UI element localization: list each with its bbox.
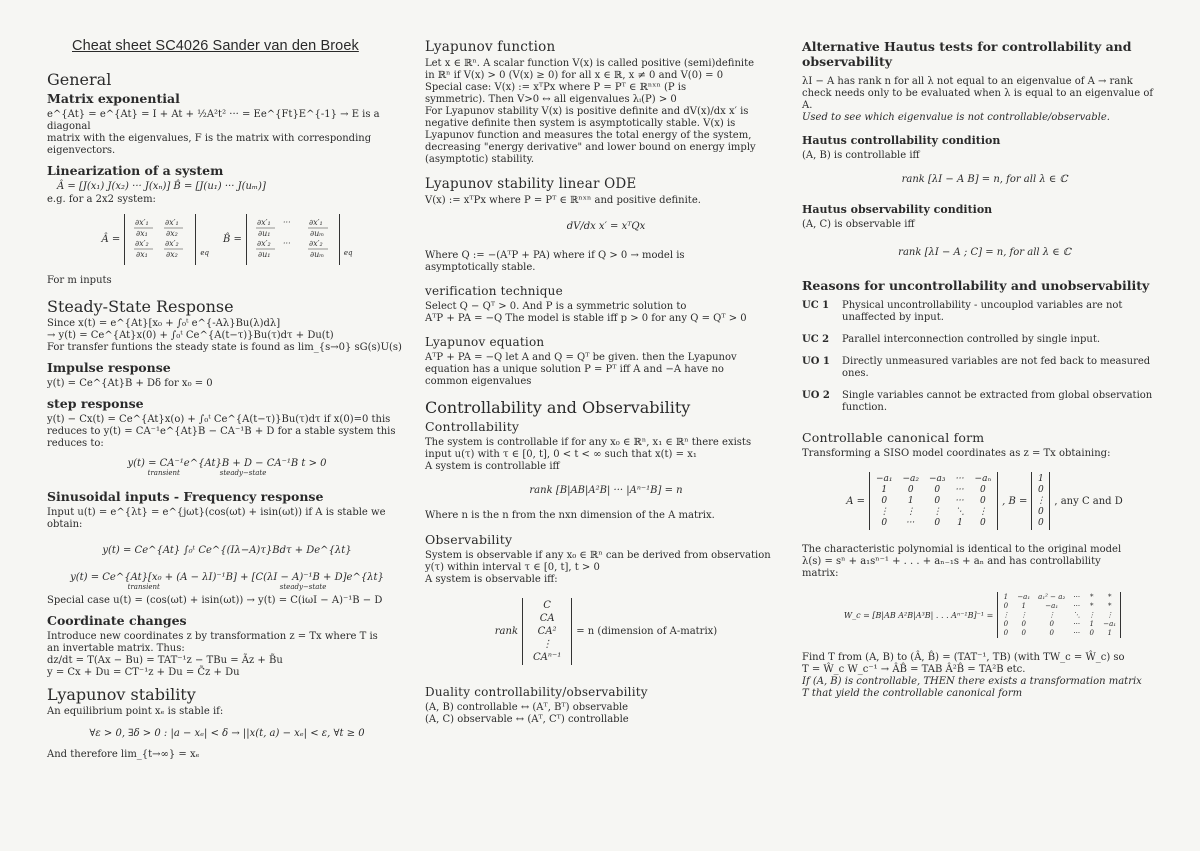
svg-text:∂x₁: ∂x₁: [136, 250, 149, 259]
text-line: common eigenvalues: [425, 376, 532, 387]
text-line: matrix:: [802, 568, 839, 579]
svg-text:∂u₁: ∂u₁: [257, 229, 271, 238]
step-braces: transient steady−state: [147, 469, 267, 477]
sin-equation-2: y(t) = Ce^{At}[x₀ + (A − λI)⁻¹B] + [C(λI − A)⁻¹B + D]e^{λt}: [70, 572, 384, 583]
text-line: Lyapunov function and measures the total energy of the system,: [425, 130, 752, 141]
text-line: decreasing "energy derivative" and lower bound on energy imply: [425, 142, 756, 153]
text-line: V(x) := xᵀPx where P = Pᵀ ∈ ℝⁿˣⁿ and positive definite.: [425, 195, 701, 206]
wc-grid: 1 −a₁ a₁² − a₂ ··· * * 0 1 −a₁ ··· * * ⋮ ⋮ ⋮ ⋱ ⋮ ⋮ 0 0 0 ··· 1 −a₁ 0 0 0 ··· 0 1: [1002, 593, 1117, 637]
heading-step-response: step response: [47, 396, 144, 411]
text-line: (A, B) is controllable iff: [802, 150, 920, 161]
text-line: A system is observable iff:: [425, 574, 558, 585]
reason-uo1: UO 1 Directly unmeasured variables are not fed back to measured ones.: [802, 356, 1151, 379]
heading-lyapunov-linear-ode: Lyapunov stability linear ODE: [425, 176, 637, 192]
lyapunov-derivative-equation: dV/dx x′ = xᵀQx: [566, 221, 646, 232]
reason-uo2: UO 2 Single variables cannot be extracted from global observation function.: [802, 390, 1153, 413]
hautus-controllability-equation: rank [λI − A B] = n, for all λ ∈ ℂ: [901, 174, 1068, 185]
canonical-a-grid: −a₁ −a₂ −a₃ ··· −aₙ 1 0 0 ··· 0 0 1 0 ··· 0 ⋮ ⋮ ⋮ ⋱ ⋮ 0 ··· 0 1 0: [875, 474, 992, 528]
canonical-form-matrices: A = −a₁ −a₂ −a₃ ··· −aₙ 1 0 0 ··· 0 0 1 0 ··· 0 ⋮ ⋮ ⋮ ⋱ ⋮ 0 ··· 0 1 0 , B = 1 0 ⋮ 0 0 , any C and D: [846, 474, 1123, 528]
text-line: For transfer funtions the steady state is found as lim_{s→0} sG(s)U(s): [47, 342, 402, 353]
text-line: (A, B) controllable ↔ (Aᵀ, Bᵀ) observable: [425, 702, 629, 713]
heading-impulse-response: Impulse response: [47, 360, 171, 375]
step-equation: y(t) = CA⁻¹e^{At}B + D − CA⁻¹B t > 0: [127, 458, 327, 469]
text-line: AᵀP + PA = −Q The model is stable iff p > 0 for any Q = Qᵀ > 0: [425, 313, 747, 324]
text-line: λI − A has rank n for all λ not equal to an eigenvalue of A → rank: [802, 76, 1133, 87]
svg-text:···: ···: [282, 239, 291, 248]
observability-rows: C CA CA² ⋮ CAⁿ⁻¹: [533, 600, 562, 663]
text-line: symmetric). Then V>0 ↔ all eigenvalues λᵢ(P) > 0: [425, 94, 677, 105]
heading-verification-technique: verification technique: [425, 284, 563, 298]
text-line: y(τ) within interval τ ∈ [0, t], t > 0: [425, 562, 600, 573]
jacobian-b-grid: [253, 216, 333, 260]
text-line: (asymptotic) stability.: [425, 154, 535, 165]
heading-sinusoidal-inputs: Sinusoidal inputs - Frequency response: [47, 489, 324, 504]
svg-text:∂uₘ: ∂uₘ: [309, 250, 325, 259]
text-line: Select Q − Qᵀ > 0. And P is a symmetric solution to: [425, 301, 687, 312]
text-line: A system is controllable iff: [425, 461, 560, 472]
linearization-equation: Â = [J(x₁) J(x₂) ··· J(xₙ)] B̂ = [J(u₁) ··· J(uₘ)]: [57, 181, 266, 192]
heading-lyapunov-function: Lyapunov function: [425, 39, 556, 55]
svg-text:∂x′₂: ∂x′₂: [135, 239, 149, 248]
text-line: an invertable matrix. Thus:: [47, 643, 185, 654]
jacobian-b-matrix: [246, 214, 340, 265]
text-line: System is observable if any x₀ ∈ ℝⁿ can be derived from observation: [425, 550, 771, 561]
sin-equation-1: y(t) = Ce^{At} ∫₀ᵗ Ce^{(Iλ−A)τ}Bdτ + De^{λt}: [102, 545, 352, 556]
text-line: Special case: V(x) := xᵀPx where P = Pᵀ ∈ ℝⁿˣⁿ (P is: [425, 82, 687, 93]
text-line: y = Cx + Du = CT⁻¹z + Du = C̃z + Du: [47, 667, 240, 678]
text-line: Used to see which eigenvalue is not controllable/observable.: [802, 112, 1110, 123]
heading-hautus-observability: Hautus observability condition: [802, 203, 993, 216]
lyapunov-condition: ∀ε > 0, ∃δ > 0 : |a − xₑ| < δ → ||x(t, a) − xₑ| < ε, ∀t ≥ 0: [89, 728, 365, 739]
text-line: dz/dt = T(Ax − Bu) = TAT⁻¹z − TBu = Ãz + B̃u: [47, 655, 283, 666]
svg-text:∂uₘ: ∂uₘ: [309, 229, 325, 238]
text-line: For Lyapunov stability V(x) is positive definite and dV(x)/dx x′ is: [425, 106, 749, 117]
text-line: T = Ŵ_c W_c⁻¹ → ÂB̂ = TAB Â²B̂ = TA²B etc.: [802, 664, 1026, 675]
text-line: Where Q := −(AᵀP + PA) where if Q > 0 → model is: [425, 250, 685, 261]
sheet-title: Cheat sheet SC4026 Sander van den Broek: [72, 38, 359, 54]
observability-rank-matrix: rank C CA CA² ⋮ CAⁿ⁻¹ = n (dimension of A-matrix): [494, 600, 718, 663]
heading-observability: Observability: [425, 532, 513, 547]
text-line: AᵀP + PA = −Q let A and Q = Qᵀ be given. then the Lyapunov: [425, 352, 737, 363]
text-line: Introduce new coordinates z by transformation z = Tx where T is: [47, 631, 378, 642]
text-line: (A, C) is observable iff: [802, 219, 915, 230]
text-line: in ℝⁿ if V(x) > 0 (V(x) ≥ 0) for all x ∈ ℝ, x ≠ 0 and V(0) = 0: [425, 70, 724, 81]
heading-controllable-canonical-form: Controllable canonical form: [802, 430, 985, 445]
text-line: Let x ∈ ℝⁿ. A scalar function V(x) is called positive (semi)definite: [425, 58, 755, 69]
text-line: input u(τ) with τ ∈ [0, t], 0 < t < ∞ such that x(t) = x₁: [425, 449, 697, 460]
svg-text:∂x₁: ∂x₁: [136, 229, 149, 238]
heading-reasons: Reasons for uncontrollability and unobservability: [802, 278, 1150, 293]
text-line: check needs only to be evaluated when λ is equal to an eigenvalue of: [802, 88, 1154, 99]
section-general: General: [47, 70, 112, 89]
text-line: reduces to y(t) = CA⁻¹e^{At}B − CA⁻¹B + D for a stable system this: [47, 426, 396, 437]
canonical-b-vector: [1031, 472, 1050, 530]
jacobian-a-matrix: [124, 214, 196, 265]
heading-coordinate-changes: Coordinate changes: [47, 613, 187, 628]
text-line: matrix with the eigenvalues, F is the matrix with corresponding: [47, 133, 372, 144]
section-steady-state: Steady-State Response: [47, 297, 234, 316]
text-line: Special case u(t) = (cos(ωt) + isin(ωt)) → y(t) = C(iωI − A)⁻¹B − D: [47, 595, 383, 606]
heading-hautus-controllability: Hautus controllability condition: [802, 134, 1001, 147]
text-line: The characteristic polynomial is identical to the original model: [802, 544, 1122, 555]
text-line: Where n is the n from the nxn dimension of the A matrix.: [425, 510, 715, 521]
text-line: equation has a unique solution P = Pᵀ iff A and −A have no: [425, 364, 724, 375]
column-2: [425, 30, 787, 726]
heading-matrix-exponential: Matrix exponential: [47, 91, 180, 106]
svg-text:∂x′₂: ∂x′₂: [308, 239, 323, 248]
sin-braces: transient steady−state: [127, 583, 327, 591]
text-line: y(t) − Cx(t) = Ce^{At}x(o) + ∫₀ᵗ Ce^{A(t−τ)}Bu(τ)dτ if x(0)=0 this: [47, 414, 391, 425]
heading-duality: Duality controllability/observability: [425, 685, 648, 699]
text-line: An equilibrium point xₑ is stable if:: [47, 706, 224, 717]
text-line: y(t) = Ce^{At}B + Dδ for x₀ = 0: [47, 378, 213, 389]
canonical-b-grid: 1 0 ⋮ 0 0: [1036, 474, 1046, 528]
hautus-observability-equation: rank [λI − A ; C] = n, for all λ ∈ ℂ: [898, 247, 1071, 258]
section-controllability-observability: Controllability and Observability: [425, 398, 691, 417]
svg-text:∂x′₁: ∂x′₁: [308, 218, 323, 227]
column-1: [47, 30, 407, 761]
text-line: negative definite then system is asymptotically stable. V(x) is: [425, 118, 736, 129]
text-line: Input u(t) = e^{λt} = e^{jωt}(cos(ωt) + isin(ωt)) if A is stable we obtain:: [47, 507, 386, 530]
section-lyapunov-stability: Lyapunov stability: [47, 685, 196, 704]
svg-text:···: ···: [282, 218, 291, 227]
text-line: eigenvectors.: [47, 145, 116, 156]
text-line: For m inputs: [47, 275, 112, 286]
text-line: e.g. for a 2x2 system:: [47, 194, 156, 205]
svg-text:∂x₂: ∂x₂: [166, 250, 179, 259]
svg-text:∂u₁: ∂u₁: [257, 250, 271, 259]
jacobian-matrices: Â = ∂x′₁ ∂x′₁ ∂x₁ ∂x₂ ∂x′₂ ∂x′₂ ∂x₁ ∂x₂ eq B̂ = ∂x′₁ ··· ∂x′₁ ∂u₁ ∂uₘ ∂x′₂ ··· ∂x′₂ ∂u₁ ∂uₘ eq: [47, 214, 407, 265]
heading-lyapunov-equation: Lyapunov equation: [425, 335, 545, 349]
reason-uc2: UC 2 Parallel interconnection controlled by single input.: [802, 334, 1101, 345]
column-3: [802, 30, 1167, 700]
text-line: → y(t) = Ce^{At}x(0) + ∫₀ᵗ Ce^{A(t−τ)}Bu(τ)dτ + Du(t): [47, 330, 334, 341]
svg-text:∂x₂: ∂x₂: [166, 229, 179, 238]
text-line: Transforming a SISO model coordinates as z = Tx obtaining:: [802, 448, 1111, 459]
svg-text:∂x′₂: ∂x′₂: [256, 239, 271, 248]
controllability-matrix-wc: W_c = [B|AB A²B|A³B| . . . Aⁿ⁻¹B]⁻¹ = 1 −a₁ a₁² − a₂ ··· * * 0 1 −a₁ ··· * * ⋮ ⋮ ⋮ ⋱ ⋮ ⋮ 0 0 0 ··· 1 −a₁ 0 0 0 ··· 0 1: [802, 592, 1167, 638]
heading-alternative-hautus: Alternative Hautus tests for controllability and observability: [802, 39, 1132, 69]
text-line: T that yield the controllable canonical form: [802, 688, 1023, 699]
text-line: Find T from (A, B) to (Â, B̂) = (TAT⁻¹, TB) (with TW_c = Ŵ_c) so: [802, 652, 1125, 663]
svg-text:∂x′₁: ∂x′₁: [165, 218, 179, 227]
text-line: If (A, B) is controllable, THEN there exists a transformation matrix: [802, 676, 1142, 687]
jacobian-a-grid: [131, 216, 189, 260]
text-line: asymptotically stable.: [425, 262, 536, 273]
text-line: The system is controllable if for any x₀ ∈ ℝⁿ, x₁ ∈ ℝⁿ there exists: [425, 437, 752, 448]
text-line: reduces to:: [47, 438, 104, 449]
heading-controllability: Controllability: [425, 419, 520, 434]
svg-text:∂x′₂: ∂x′₂: [165, 239, 179, 248]
text-line: A.: [802, 100, 813, 111]
canonical-a-matrix: [869, 472, 998, 530]
controllability-rank-equation: rank [B|AB|A²B| ··· |Aⁿ⁻¹B] = n: [529, 485, 683, 496]
text-line: Since x(t) = e^{At}[x₀ + ∫₀ᵗ e^{-Aλ}Bu(λ)dλ]: [47, 318, 281, 329]
text-line: e^{At} = e^{At} = I + At + ½A²t² ··· = Ee^{Ft}E^{-1} → E is a diagonal: [47, 109, 380, 132]
observability-matrix: [522, 598, 572, 665]
text-line: λ(s) = sⁿ + a₁sⁿ⁻¹ + . . . + aₙ₋₁s + aₙ and has controllability: [802, 556, 1101, 567]
text-line: (A, C) observable ↔ (Aᵀ, Cᵀ) controllable: [425, 714, 629, 725]
wc-matrix: [997, 592, 1121, 638]
svg-text:∂x′₁: ∂x′₁: [256, 218, 271, 227]
text-line: And therefore lim_{t→∞} = xₑ: [47, 749, 200, 760]
svg-text:∂x′₁: ∂x′₁: [135, 218, 149, 227]
reason-uc1: UC 1 Physical uncontrollability - uncouplod variables are not unaffected by input.: [802, 300, 1123, 323]
heading-linearization: Linearization of a system: [47, 163, 224, 178]
